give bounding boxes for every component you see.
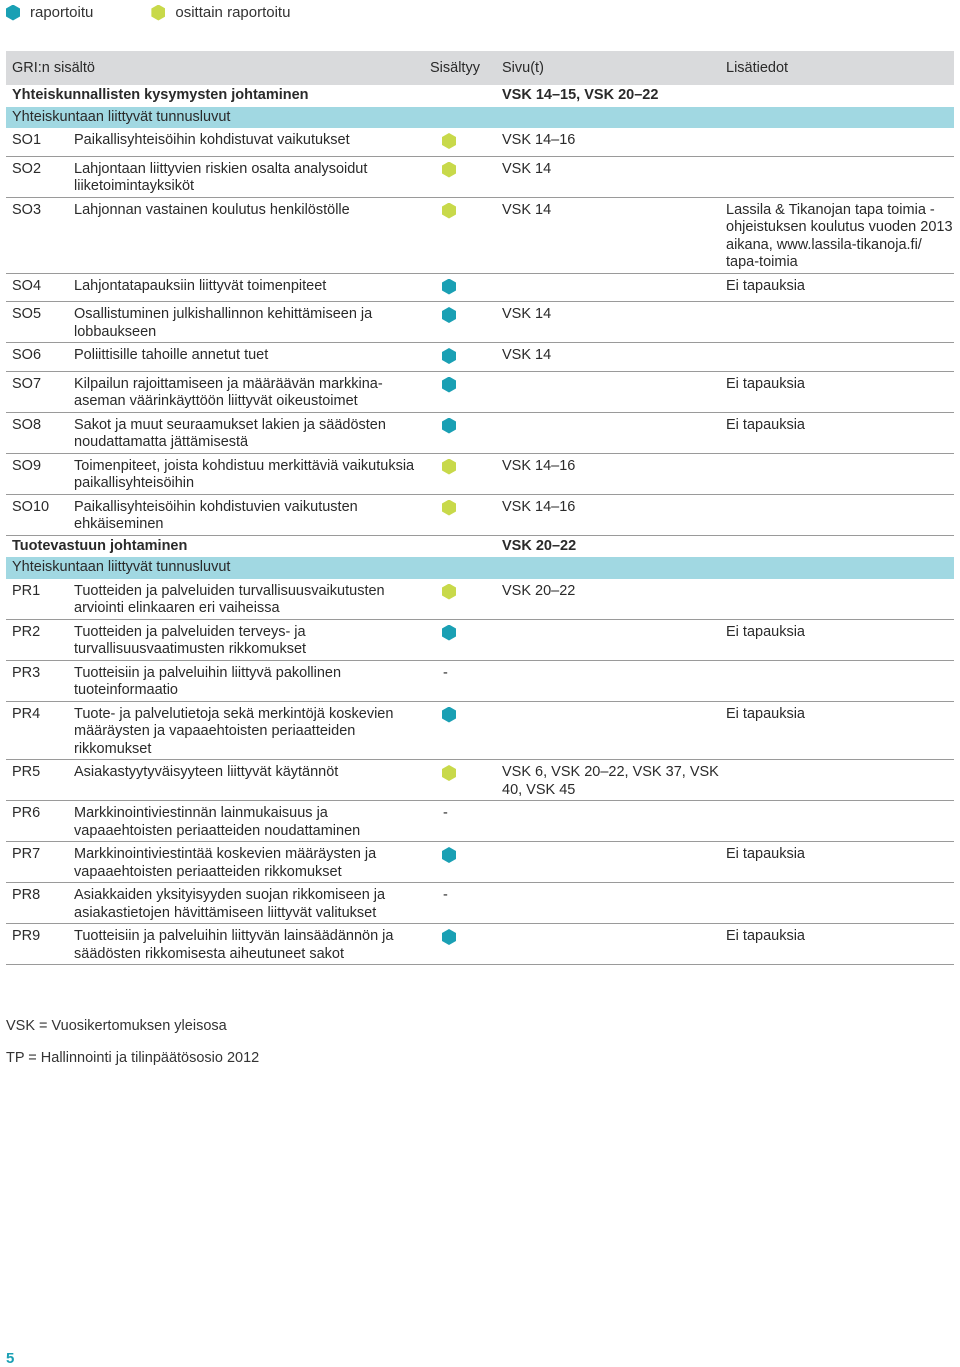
indicator-info: Ei tapauksia [720,842,954,883]
table-row [6,660,954,701]
status-cell [424,842,496,883]
hexagon-full-icon [442,929,456,945]
section-info [720,535,954,557]
indicator-description: Tuotteisiin ja palveluihin liittyvä pakollinen tuoteinformaatio [68,660,424,701]
indicator-description: Kilpailun rajoittamiseen ja määräävän markkina-aseman väärinkäyttöön liittyvät oikeustoimet [68,371,424,412]
indicator-info: Ei tapauksia [720,412,954,453]
table-row [6,579,954,620]
section-pages: VSK 20–22 [502,537,577,554]
header-info: Lisätiedot [720,51,954,85]
indicator-info [720,883,954,924]
status-cell [424,619,496,660]
table-row [6,842,954,883]
table-row [6,801,954,842]
subsection-title: Yhteiskuntaan liittyvät tunnusluvut [6,557,954,579]
hexagon-full-icon [442,307,456,323]
status-cell [424,156,496,197]
status-cell [424,883,496,924]
indicator-pages: VSK 14 [496,197,720,273]
table-row [6,453,954,494]
indicator-code: PR8 [6,883,68,924]
indicator-pages: VSK 14–16 [496,494,720,535]
indicator-description: Paikallisyhteisöihin kohdistuvien vaikutusten ehkäiseminen [68,494,424,535]
indicator-code: PR9 [6,924,68,965]
section-pages: VSK 14–15, VSK 20–22 [502,87,659,103]
header-included: Sisältyy [424,51,496,85]
indicator-code: PR2 [6,619,68,660]
indicator-code: PR1 [6,579,68,620]
table-row [6,273,954,302]
legend-reported [6,4,93,21]
indicator-code: SO9 [6,453,68,494]
hexagon-full-icon [6,5,20,21]
indicator-pages: VSK 20–22 [496,579,720,620]
status-dash: - [443,664,448,681]
status-cell [424,453,496,494]
hexagon-full-icon [442,847,456,863]
status-cell [424,660,496,701]
indicator-info [720,660,954,701]
footnote-tp: TP = Hallinnointi ja tilinpäätösosio 2012 [6,1050,260,1066]
indicator-description: Tuote- ja palvelutietoja sekä merkintöjä koskevien määräysten ja vapaaehtoisten periaatteiden rikkomukset [68,701,424,760]
indicator-description: Asiakkaiden yksityisyyden suojan rikkomiseen ja asiakastietojen hävittämiseen liittyvät valitukset [68,883,424,924]
hexagon-partial-icon [442,162,456,178]
indicator-code: SO5 [6,302,68,343]
section-title: Yhteiskunnallisten kysymysten johtaminen [12,87,309,103]
hexagon-full-icon [442,348,456,364]
legend-partial-label: osittain raportoitu [175,4,291,21]
status-cell [424,924,496,965]
status-cell [424,760,496,801]
status-cell [424,494,496,535]
status-cell [424,412,496,453]
indicator-pages [496,273,720,302]
header-pages: Sivu(t) [496,51,720,85]
indicator-code: SO4 [6,273,68,302]
indicator-info: Ei tapauksia [720,273,954,302]
status-dash: - [443,805,448,821]
indicator-info: Lassila & Tikanojan tapa toimia -ohjeistuksen koulutus vuoden 2013 aikana, www.lassila-tikanoja.fi/ tapa-toimia [720,197,954,273]
indicator-pages: VSK 14–16 [496,453,720,494]
indicator-info [720,579,954,620]
table-row [6,760,954,801]
section-info [720,85,954,107]
table-row [6,343,954,372]
section-row [6,85,954,107]
indicator-code: SO10 [6,494,68,535]
indicator-pages: VSK 14 [496,302,720,343]
status-cell [424,371,496,412]
hexagon-partial-icon [442,765,456,781]
indicator-description: Lahjontaan liittyvien riskien osalta analysoidut liiketoimintayksiköt [68,156,424,197]
indicator-pages [496,660,720,701]
indicator-info [720,343,954,372]
subsection-title: Yhteiskuntaan liittyvät tunnusluvut [6,107,954,129]
table-row [6,197,954,273]
table-row [6,156,954,197]
indicator-info [720,302,954,343]
indicator-description: Tuotteiden ja palveluiden turvallisuusvaikutusten arviointi elinkaaren eri vaiheissa [68,579,424,620]
table-row [6,701,954,760]
indicator-info: Ei tapauksia [720,371,954,412]
indicator-info [720,156,954,197]
indicator-code: SO6 [6,343,68,372]
section-row [6,535,954,557]
header-content: GRI:n sisältö [6,51,424,85]
table-row [6,302,954,343]
status-cell [424,701,496,760]
indicator-pages [496,701,720,760]
hexagon-partial-icon [442,203,456,219]
indicator-code: PR5 [6,760,68,801]
indicator-info [720,453,954,494]
status-cell [424,343,496,372]
status-cell [424,128,496,156]
status-cell [424,273,496,302]
indicator-pages: VSK 14 [496,343,720,372]
indicator-pages: VSK 6, VSK 20–22, VSK 37, VSK 40, VSK 45 [496,760,720,801]
indicator-description: Osallistuminen julkishallinnon kehittämiseen ja lobbaukseen [68,302,424,343]
indicator-description: Poliittisille tahoille annetut tuet [68,343,424,372]
indicator-code: SO7 [6,371,68,412]
legend-partial [151,4,290,21]
indicator-code: SO8 [6,412,68,453]
indicator-pages [496,619,720,660]
indicator-code: SO2 [6,156,68,197]
indicator-description: Markkinointiviestintää koskevien määräysten ja vapaaehtoisten periaatteiden rikkomukset [68,842,424,883]
indicator-info: Ei tapauksia [720,619,954,660]
indicator-code: PR6 [6,801,68,842]
subsection-row [6,557,954,579]
hexagon-partial-icon [442,459,456,475]
indicator-description: Tuotteiden ja palveluiden terveys- ja turvallisuusvaatimusten rikkomukset [68,619,424,660]
hexagon-partial-icon [442,500,456,516]
indicator-description: Paikallisyhteisöihin kohdistuvat vaikutukset [68,128,424,156]
hexagon-full-icon [442,279,456,295]
indicator-pages [496,924,720,965]
table-row [6,619,954,660]
status-dash: - [443,887,448,903]
indicator-pages [496,842,720,883]
table-row [6,883,954,924]
status-cell [424,579,496,620]
indicator-description: Markkinointiviestinnän lainmukaisuus ja vapaaehtoisten periaatteiden noudattaminen [68,801,424,842]
status-cell [424,197,496,273]
status-cell [424,302,496,343]
status-cell [424,801,496,842]
hexagon-full-icon [442,418,456,434]
hexagon-full-icon [442,377,456,393]
indicator-description: Tuotteisiin ja palveluihin liittyvän lainsäädännön ja säädösten rikkomisesta aiheutuneet sakot [68,924,424,965]
indicator-code: PR4 [6,701,68,760]
gri-table [6,51,954,965]
subsection-row [6,107,954,129]
indicator-description: Toimenpiteet, joista kohdistuu merkittäviä vaikutuksia paikallisyhteisöihin [68,453,424,494]
legend-reported-label: raportoitu [30,4,94,21]
indicator-pages [496,883,720,924]
table-row [6,128,954,156]
footnote-vsk: VSK = Vuosikertomuksen yleisosa [6,1018,227,1034]
hexagon-partial-icon [151,5,165,21]
indicator-info: Ei tapauksia [720,701,954,760]
hexagon-full-icon [442,625,456,641]
page-number: 5 [6,1350,15,1367]
hexagon-full-icon [442,707,456,723]
table-row [6,371,954,412]
indicator-pages [496,371,720,412]
table-row [6,494,954,535]
hexagon-partial-icon [442,133,456,149]
indicator-pages: VSK 14–16 [496,128,720,156]
indicator-code: SO3 [6,197,68,273]
table-header-row [6,51,954,85]
indicator-code: PR7 [6,842,68,883]
indicator-code: SO1 [6,128,68,156]
indicator-description: Lahjonnan vastainen koulutus henkilöstölle [68,197,424,273]
table-row [6,412,954,453]
indicator-info [720,760,954,801]
indicator-info [720,494,954,535]
section-title: Tuotevastuun johtaminen [12,537,188,554]
indicator-info: Ei tapauksia [720,924,954,965]
indicator-description: Asiakastyytyväisyyteen liittyvät käytännöt [68,760,424,801]
indicator-pages [496,801,720,842]
table-body [6,85,954,965]
indicator-info [720,801,954,842]
table-row [6,924,954,965]
indicator-description: Lahjontatapauksiin liittyvät toimenpiteet [68,273,424,302]
indicator-pages: VSK 14 [496,156,720,197]
legend [6,4,348,21]
hexagon-partial-icon [442,584,456,600]
indicator-description: Sakot ja muut seuraamukset lakien ja säädösten noudattamatta jättämisestä [68,412,424,453]
indicator-info [720,128,954,156]
indicator-code: PR3 [6,660,68,701]
indicator-pages [496,412,720,453]
